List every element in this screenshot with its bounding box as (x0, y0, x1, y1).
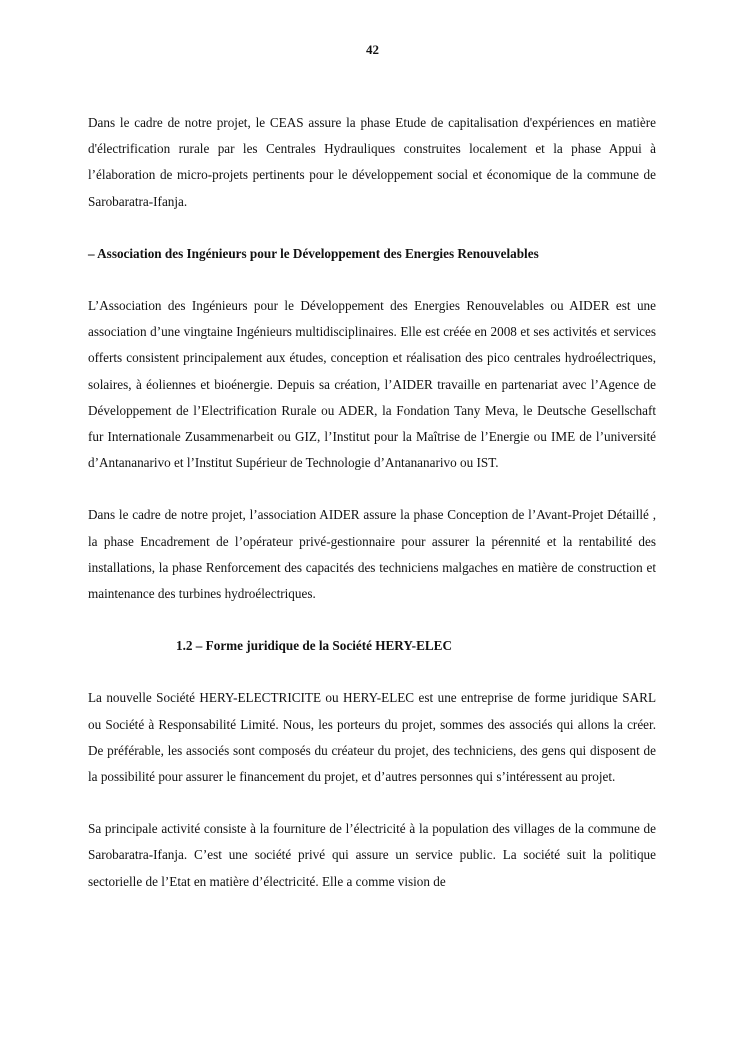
paragraph-spacer (88, 607, 656, 633)
paragraph-activite: Sa principale activité consiste à la fourniture de l’électricité à la population des villages de la commune de Sarobaratra-Ifanja. C’est une société privé qui assure un service public. La société suit la politique sectorielle de l’Etat en matière d’électricité. Elle a comme vision de (88, 821, 656, 889)
paragraph-spacer (88, 790, 656, 816)
paragraph-spacer (88, 476, 656, 502)
paragraph-spacer (88, 215, 656, 241)
paragraph-spacer (88, 659, 656, 685)
paragraph-aider-description: L’Association des Ingénieurs pour le Développement des Energies Renouvelables ou AIDER est une association d’une vingtaine Ingénieurs multidisciplinaires. Elle est créée en 2008 et ses activités et services offerts consistent principalement aux études, conception et réalisation des pico centrales hydroélectriques, solaires, à éoliennes et bioénergie. Depuis sa création, l’AIDER travaille en partenariat avec l’Agence de Développement de l’Electrification Rurale ou ADER, la Fondation Tany Meva, le Deutsche Gesellschaft fur Internationale Zusammenarbeit ou GIZ, l’Institut pour la Maîtrise de l’Energie ou IME de l’université d’Antananarivo et l’Institut Supérieur de Technologie d’Antananarivo ou IST. (88, 298, 656, 471)
heading-aider: – Association des Ingénieurs pour le Développement des Energies Renouvelables (88, 245, 539, 261)
paragraph-aider-role: Dans le cadre de notre projet, l’association AIDER assure la phase Conception de l’Avant-Projet Détaillé , la phase Encadrement de l’opérateur privé-gestionnaire pour assurer la pérennité et la rentabilité des installations, la phase Renforcement des capacités des techniciens malgaches en matière de construction et maintenance des turbines hydroélectriques. (88, 507, 656, 602)
paragraph-hery-elec: La nouvelle Société HERY-ELECTRICITE ou HERY-ELEC est une entreprise de forme juridique SARL ou Société à Responsabilité Limité. Nous, les porteurs du projet, sommes des associés qui allons la créer. De préférable, les associés sont composés du créateur du projet, des techniciens, des gens qui disposent de la possibilité pour assurer le financement du projet, et d’autres personnes qui s’intéressent au projet. (88, 690, 656, 785)
paragraph-ceas: Dans le cadre de notre projet, le CEAS assure la phase Etude de capitalisation d'expériences en matière d'électrification rurale par les Centrales Hydrauliques construites localement et la phase Appui à l’élaboration de micro-projets pertinents pour le développement social et économique de la commune de Sarobaratra-Ifanja. (88, 115, 656, 209)
page-number: 42 (366, 42, 379, 57)
page-body (88, 110, 656, 895)
paragraph-spacer (88, 267, 656, 293)
section-heading-forme-juridique: 1.2 – Forme juridique de la Société HERY-ELEC (176, 638, 452, 654)
